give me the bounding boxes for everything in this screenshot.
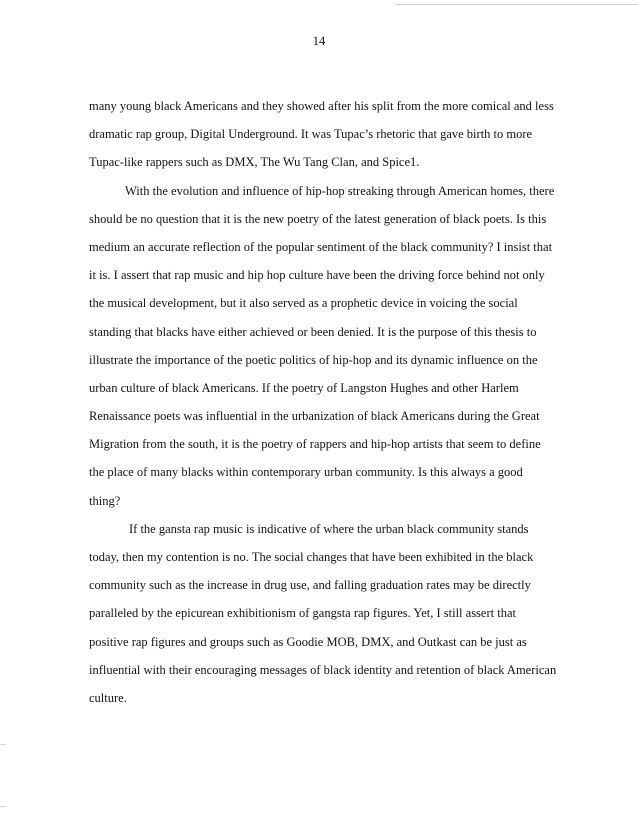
text-line: medium an accurate reflection of the popular sentiment of the black community? I insist that	[89, 239, 553, 254]
text-line: Renaissance poets was influential in the urbanization of black Americans during the Great	[89, 409, 540, 424]
text-line: community such as the increase in drug use, and falling graduation rates may be directly	[89, 578, 531, 593]
scan-edge-mark	[0, 806, 6, 807]
text-line: illustrate the importance of the poetic politics of hip-hop and its dynamic influence on the	[89, 352, 538, 367]
text-line: the musical development, but it also served as a prophetic device in voicing the social	[89, 296, 518, 311]
text-line: many young black Americans and they showed after his split from the more comical and less	[89, 99, 554, 113]
text-line: it is. I assert that rap music and hip hop culture have been the driving force behind not only	[89, 268, 545, 283]
text-line: should be no question that it is the new poetry of the latest generation of black poets. Is this	[89, 211, 547, 226]
text-line: dramatic rap group, Digital Underground. It was Tupac’s rhetoric that gave birth to more	[89, 127, 533, 142]
text-line: paralleled by the epicurean exhibitionism of gangsta rap figures. Yet, I still assert that	[89, 606, 516, 621]
text-line: Tupac-like rappers such as DMX, The Wu Tang Clan, and Spice1.	[89, 155, 420, 170]
text-line: Migration from the south, it is the poetry of rappers and hip-hop artists that seem to define	[89, 437, 541, 452]
text-line: urban culture of black Americans. If the poetry of Langston Hughes and other Harlem	[89, 380, 519, 395]
paragraph-3	[89, 515, 569, 712]
text-line: today, then my contention is no. The social changes that have been exhibited in the black	[89, 550, 534, 564]
paragraph-2	[89, 177, 569, 515]
text-line: standing that blacks have either achieved or been denied. It is the purpose of this thesis to	[89, 324, 537, 339]
scan-edge-mark	[0, 744, 6, 745]
paragraph-1	[89, 92, 569, 177]
text-line: If the gansta rap music is indicative of where the urban black community stands	[129, 521, 529, 536]
page-number: 14	[312, 34, 326, 48]
text-line: thing?	[89, 493, 121, 508]
text-line: With the evolution and influence of hip-hop streaking through American homes, there	[125, 183, 555, 198]
text-line: influential with their encouraging messages of black identity and retention of black American	[89, 662, 557, 677]
scan-top-rule	[395, 4, 638, 5]
text-line: the place of many blacks within contemporary urban community. Is this always a good	[89, 465, 523, 480]
text-line: culture.	[89, 690, 127, 705]
text-line: positive rap figures and groups such as Goodie MOB, DMX, and Outkast can be just as	[89, 634, 527, 649]
document-body	[89, 92, 569, 712]
